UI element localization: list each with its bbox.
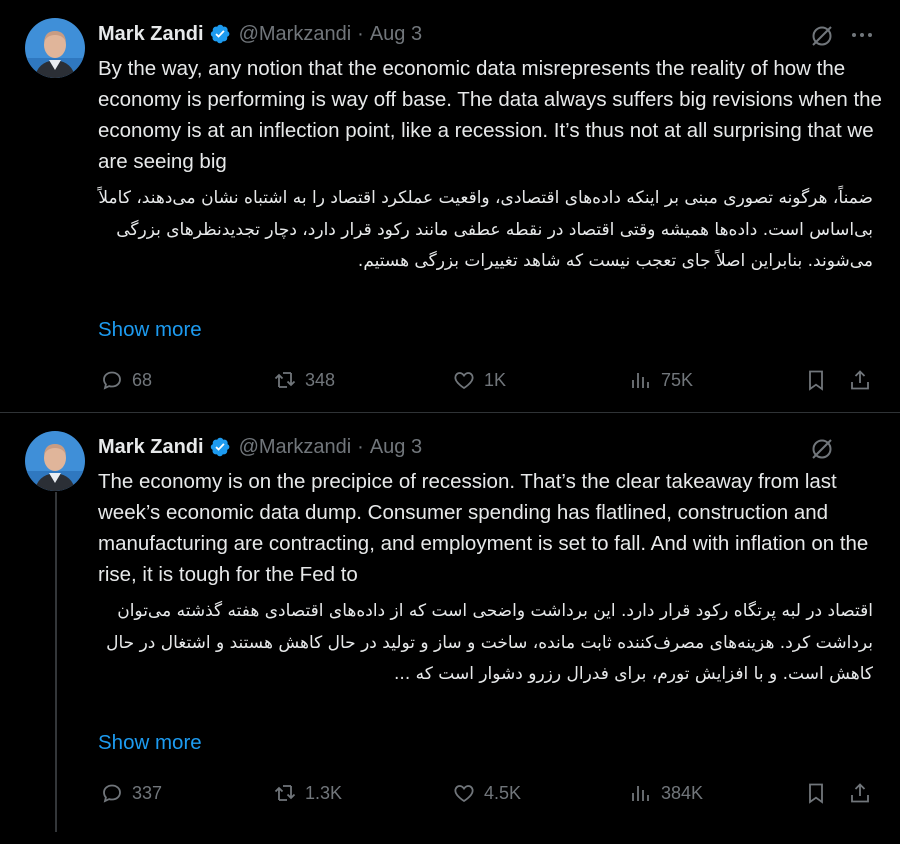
share-icon [848,781,872,805]
verified-badge-icon[interactable] [209,436,231,458]
author-handle[interactable]: @Markzandi [238,435,352,458]
tweet-actions [98,366,878,394]
tweet-header [98,20,422,48]
verified-badge-icon[interactable] [209,23,231,45]
reply-button[interactable] [100,779,162,807]
share-button[interactable] [848,366,872,394]
repost-icon [273,781,297,805]
tweet-text: By the way, any notion that the economic data misrepresents the reality of how the economy is performing is way off base. The data always suffers big revisions when the economy is at an inflection point, like a recession. It’s thus not at all surprising that we are seeing big [98,57,882,173]
share-icon [848,368,872,392]
author-handle[interactable]: @Markzandi [238,22,352,45]
avatar[interactable] [25,18,85,78]
tweet-translation: اقتصاد در لبه پرتگاه رکود قرار دارد. این برداشت واضحی است که از داده‌های اقتصادی هفته گذشته می‌توان برداشت کرد. هزینه‌های مصرف‌کننده ثابت مانده، ساخت و ساز و تولید در حال کاهش هستند و اشتغال در حال کاهش است. و با افزایش تورم، برای فدرال رزرو دشوار است که ... [106,601,873,684]
repost-count: 1.3K [305,782,343,803]
tweet[interactable] [0,0,900,413]
tweet-date[interactable]: Aug 3 [369,22,423,45]
repost-count: 348 [305,369,336,390]
repost-button[interactable] [273,779,342,807]
share-button[interactable] [848,779,872,807]
thread-line [55,492,57,832]
tweet[interactable] [0,413,900,844]
views-button[interactable] [629,779,703,807]
reply-icon [100,781,124,805]
show-more-link[interactable]: Show more [98,318,202,341]
tweet-actions [98,779,878,807]
show-more-link[interactable]: Show more [98,731,202,754]
grok-icon[interactable] [808,22,836,50]
bookmark-button[interactable] [804,366,828,394]
like-button[interactable] [452,779,521,807]
like-count: 4.5K [484,782,522,803]
repost-icon [273,368,297,392]
bookmark-icon [804,368,828,392]
tweet-date[interactable]: Aug 3 [369,435,423,458]
reply-button[interactable] [100,366,152,394]
like-icon [452,368,476,392]
separator-dot: · [357,435,364,458]
like-icon [452,781,476,805]
like-button[interactable] [452,366,506,394]
grok-icon[interactable] [808,435,836,463]
separator-dot: · [357,22,364,45]
tweet-header [98,433,422,461]
bookmark-icon [804,781,828,805]
bookmark-button[interactable] [804,779,828,807]
views-icon [629,781,653,805]
tweet-text: The economy is on the precipice of recession. That’s the clear takeaway from last week’s economic data dump. Consumer spending has flatlined, construction and manufacturing are contracting, and employment is set to fall. And with inflation on the rise, it is tough for the Fed to [98,470,869,586]
reply-count: 337 [132,782,163,803]
avatar[interactable] [25,431,85,491]
like-count: 1K [484,369,507,390]
author-name[interactable]: Mark Zandi [98,435,204,458]
repost-button[interactable] [273,366,335,394]
views-icon [629,368,653,392]
author-name[interactable]: Mark Zandi [98,22,204,45]
avatar-image [25,18,85,78]
view-count: 75K [661,369,694,390]
reply-icon [100,368,124,392]
views-button[interactable] [629,366,693,394]
view-count: 384K [661,782,704,803]
tweet-translation: ضمناً، هرگونه تصوری مبنی بر اینکه داده‌های اقتصادی، واقعیت عملکرد اقتصاد را به اشتباه نشان می‌دهند، کاملاً بی‌اساس است. داده‌ها همیشه وقتی اقتصاد در نقطه عطفی مانند رکود قرار دارد، دچار تجدیدنظرهای بزرگی می‌شوند. بنابراین اصلاً جای تعجب نیست که شاهد تغییرات بزرگی هستیم. [98,188,873,271]
avatar-image [25,431,85,491]
reply-count: 68 [132,369,153,390]
more-options-icon[interactable] [849,22,875,48]
